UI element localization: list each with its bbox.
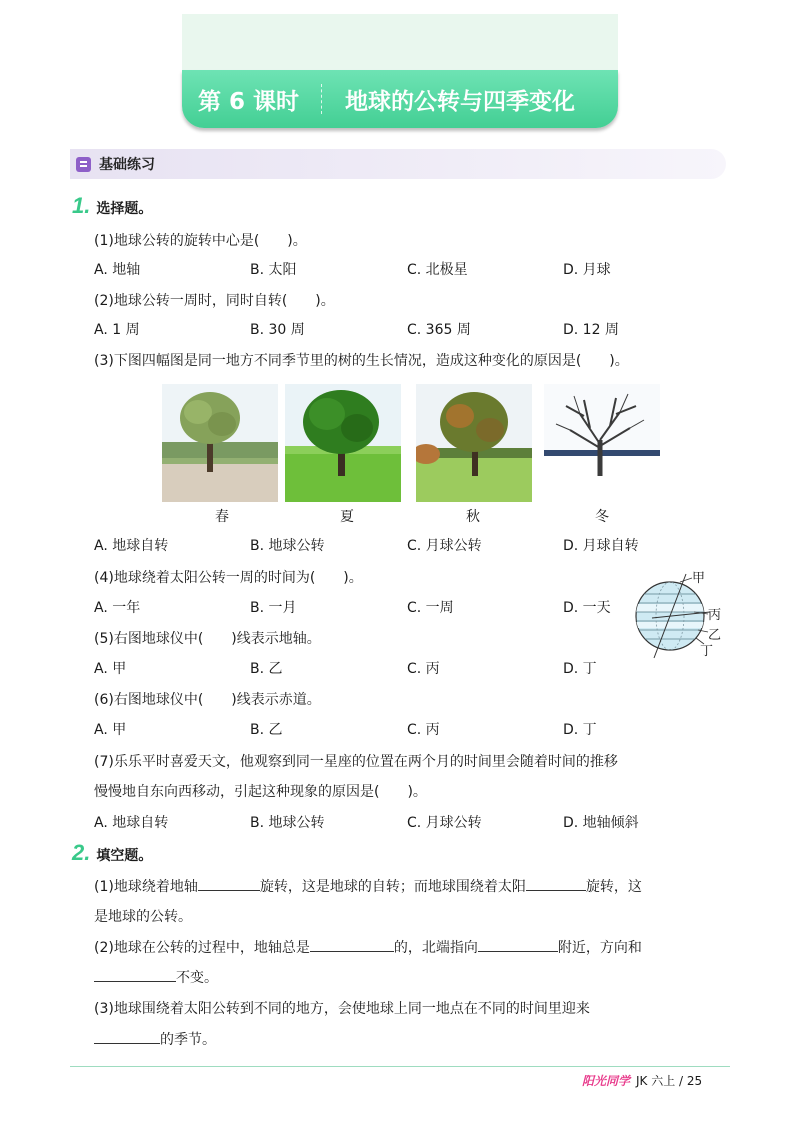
q1-4-stem: (4)地球绕着太阳公转一周的时间为( )。 xyxy=(94,570,363,586)
q2-1-line2: 是地球的公转。 xyxy=(94,909,192,925)
q2-1-text-c: 旋转，这 xyxy=(585,879,642,895)
q2-2-text-a: (2)地球在公转的过程中，地轴总是 xyxy=(94,940,310,956)
q1-6-option-a: A. 甲 xyxy=(94,722,127,738)
blank[interactable] xyxy=(94,1029,160,1044)
notebook-icon xyxy=(76,157,91,172)
blank[interactable] xyxy=(526,876,586,891)
q1-6-stem: (6)右图地球仪中( )线表示赤道。 xyxy=(94,692,321,708)
season-label-winter: 冬 xyxy=(595,509,609,525)
question-2-heading xyxy=(72,840,152,866)
question-2-title: 填空题。 xyxy=(96,848,153,864)
q1-3-option-d: D. 月球自转 xyxy=(563,538,639,554)
q1-3-option-b: B. 地球公转 xyxy=(250,538,325,554)
q2-3-text-b: 的季节。 xyxy=(160,1032,216,1048)
page-footer xyxy=(582,1072,702,1089)
q1-4-option-a: A. 一年 xyxy=(94,600,141,616)
lesson-number: 第 6 课时 xyxy=(198,88,300,115)
lesson-title: 地球的公转与四季变化 xyxy=(345,88,576,115)
q1-1-option-b: B. 太阳 xyxy=(250,262,297,278)
tree-photo-summer xyxy=(285,384,401,502)
blank[interactable] xyxy=(198,876,260,891)
footer-divider xyxy=(70,1066,730,1067)
tree-autumn-illustration xyxy=(416,384,532,502)
section-title: 基础练习 xyxy=(99,157,155,173)
q1-2-stem: (2)地球公转一周时，同时自转( )。 xyxy=(94,293,335,309)
globe-label-bing: 丙 xyxy=(708,608,722,623)
q1-4-option-d: D. 一天 xyxy=(563,600,611,616)
question-1-heading xyxy=(72,193,152,219)
header-band xyxy=(182,14,618,70)
blank[interactable] xyxy=(478,937,558,952)
section-header xyxy=(70,149,726,179)
globe-label-ding: 丁 xyxy=(700,644,714,659)
q1-7-option-d: D. 地轴倾斜 xyxy=(563,815,639,831)
tree-spring-illustration xyxy=(162,384,278,502)
globe-illustration xyxy=(628,564,738,660)
q1-5-option-b: B. 乙 xyxy=(250,661,283,677)
divider xyxy=(321,84,323,114)
q1-2-option-a: A. 1 周 xyxy=(94,322,140,338)
q2-1-text-b: 旋转，这是地球的自转；而地球围绕着太阳 xyxy=(259,879,526,895)
q2-3-line1: (3)地球围绕着太阳公转到不同的地方，会使地球上同一地点在不同的时间里迎来 xyxy=(94,1001,590,1017)
q1-7-option-c: C. 月球公转 xyxy=(407,815,482,831)
q1-7-option-a: A. 地球自转 xyxy=(94,815,169,831)
q2-2-line1 xyxy=(94,937,642,957)
q1-3-option-c: C. 月球公转 xyxy=(407,538,482,554)
season-label-spring: 春 xyxy=(215,509,229,525)
q1-5-stem: (5)右图地球仪中( )线表示地轴。 xyxy=(94,631,321,647)
tree-photo-spring xyxy=(162,384,278,502)
lesson-banner xyxy=(182,70,618,128)
q1-5-option-a: A. 甲 xyxy=(94,661,127,677)
q2-1-line1 xyxy=(94,876,642,896)
q1-1-option-c: C. 北极星 xyxy=(407,262,468,278)
q1-7-option-b: B. 地球公转 xyxy=(250,815,325,831)
q2-1-text-a: (1)地球绕着地轴 xyxy=(94,879,198,895)
q1-3-stem: (3)下图四幅图是同一地方不同季节里的树的生长情况，造成这种变化的原因是( )。 xyxy=(94,353,629,369)
q2-2-text-d: 不变。 xyxy=(176,970,218,986)
season-label-summer: 夏 xyxy=(340,509,354,525)
globe-diagram xyxy=(628,564,738,660)
blank[interactable] xyxy=(310,937,394,952)
q1-1-stem: (1)地球公转的旋转中心是( )。 xyxy=(94,233,307,249)
tree-winter-illustration xyxy=(544,384,660,502)
q1-2-option-d: D. 12 周 xyxy=(563,322,619,338)
question-1-number: 1. xyxy=(72,193,91,218)
page-number: JK 六上 / 25 xyxy=(636,1074,703,1088)
tree-summer-illustration xyxy=(285,384,401,502)
q1-6-option-c: C. 丙 xyxy=(407,722,440,738)
q1-5-option-c: C. 丙 xyxy=(407,661,440,677)
globe-label-yi: 乙 xyxy=(708,628,722,643)
q1-7-stem-line1: (7)乐乐平时喜爱天文，他观察到同一星座的位置在两个月的时间里会随着时间的推移 xyxy=(94,754,618,770)
brand-logo: 阳光同学 xyxy=(582,1074,631,1088)
season-label-autumn: 秋 xyxy=(466,509,480,525)
q1-6-option-b: B. 乙 xyxy=(250,722,283,738)
question-2-number: 2. xyxy=(72,840,91,865)
q2-2-text-c: 附近，方向和 xyxy=(557,940,642,956)
blank[interactable] xyxy=(94,967,176,982)
question-1-title: 选择题。 xyxy=(96,201,153,217)
q1-2-option-b: B. 30 周 xyxy=(250,322,305,338)
q1-1-option-d: D. 月球 xyxy=(563,262,611,278)
tree-photo-winter xyxy=(544,384,660,502)
q2-2-text-b: 的，北端指向 xyxy=(393,940,478,956)
q1-4-option-c: C. 一周 xyxy=(407,600,454,616)
q2-2-line2 xyxy=(94,967,218,987)
q1-7-stem-line2: 慢慢地自东向西移动，引起这种现象的原因是( )。 xyxy=(94,784,427,800)
q2-3-line2 xyxy=(94,1029,216,1049)
q1-6-option-d: D. 丁 xyxy=(563,722,597,738)
q1-3-option-a: A. 地球自转 xyxy=(94,538,169,554)
globe-label-jia: 甲 xyxy=(692,571,706,586)
q1-4-option-b: B. 一月 xyxy=(250,600,297,616)
q1-5-option-d: D. 丁 xyxy=(563,661,597,677)
q1-1-option-a: A. 地轴 xyxy=(94,262,141,278)
tree-photo-autumn xyxy=(416,384,532,502)
q1-2-option-c: C. 365 周 xyxy=(407,322,471,338)
